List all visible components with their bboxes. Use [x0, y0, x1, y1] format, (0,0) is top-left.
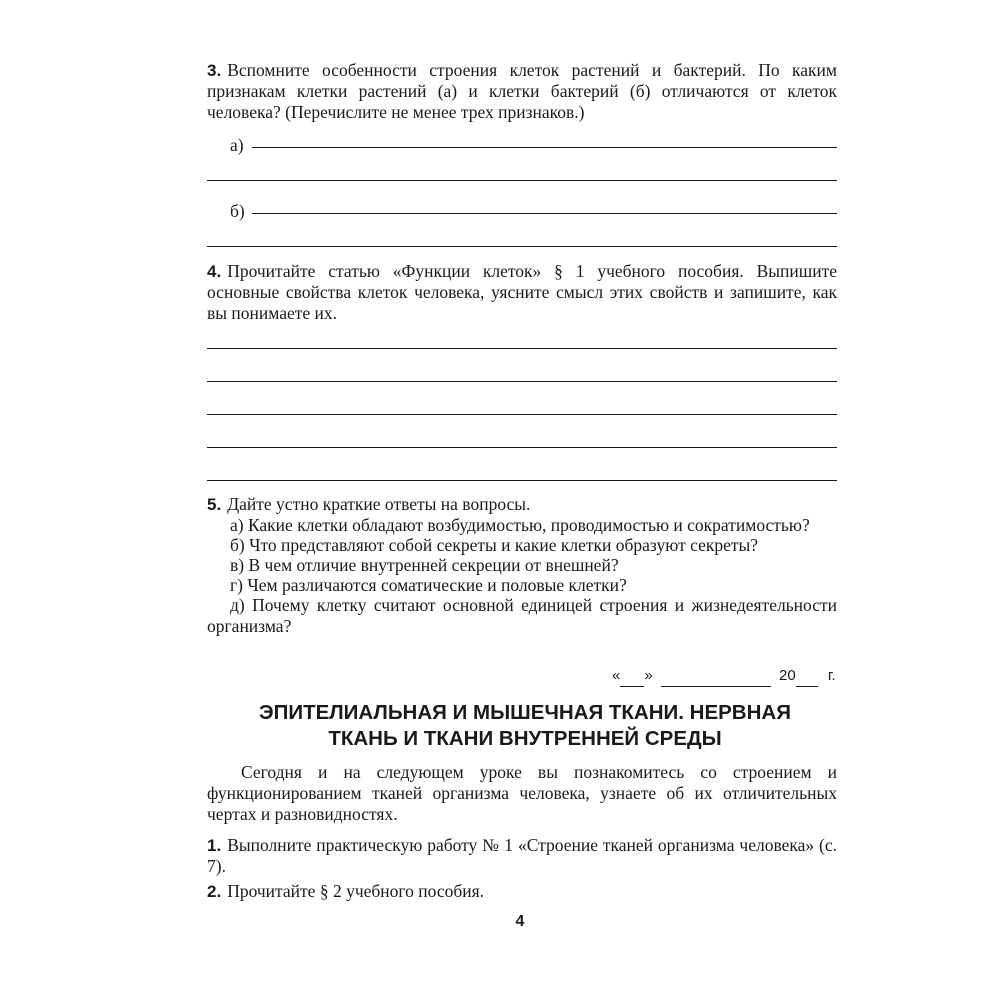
task-4-answer-line-3[interactable] — [207, 414, 837, 415]
task-4-answer-line-4[interactable] — [207, 447, 837, 448]
section-item-2 — [207, 881, 837, 902]
answer-label-a: а) — [230, 135, 244, 155]
answer-line-b2[interactable] — [207, 246, 837, 247]
task-3-text: Вспомните особенности строения клеток растений и бактерий. По каким признакам клетки растений (а) и клетки бактерий (б) отличаются от клеток человека? (Перечислите не менее трех признаков.) — [207, 60, 837, 122]
answer-label-b: б) — [230, 201, 245, 221]
task-4-answer-line-2[interactable] — [207, 381, 837, 382]
task-3-number: 3. — [207, 61, 222, 80]
answer-line-b1[interactable] — [252, 213, 837, 214]
section-title-line-2: ТКАНЬ И ТКАНИ ВНУТРЕННЕЙ СРЕДЫ — [328, 727, 722, 750]
task-3 — [207, 60, 837, 123]
section-title-line-1: ЭПИТЕЛИАЛЬНАЯ И МЫШЕЧНАЯ ТКАНИ. НЕРВНАЯ — [259, 701, 791, 724]
task-4-text: Прочитайте статью «Функции клеток» § 1 учебного пособия. Выпишите основные свойства клеток человека, уясните смысл этих свойств и запишите, как вы понимаете их. — [207, 261, 837, 323]
task-4-answer-line-1[interactable] — [207, 348, 837, 349]
task-5-number: 5. — [207, 495, 222, 514]
section-item-2-number: 2. — [207, 882, 222, 901]
section-item-1-text: Выполните практическую работу № 1 «Строение тканей организма человека» (с. 7). — [207, 835, 837, 876]
task-4-number: 4. — [207, 262, 222, 281]
section-item-1-number: 1. — [207, 836, 222, 855]
task-5 — [207, 494, 837, 515]
section-title — [160, 700, 890, 752]
date-year-blank[interactable] — [796, 666, 818, 687]
task-5-question-d: г) Чем различаются соматические и половые клетки? — [230, 575, 627, 595]
section-item-2-text: Прочитайте § 2 учебного пособия. — [227, 881, 485, 901]
task-5-question-a: а) Какие клетки обладают возбудимостью, проводимостью и сократимостью? — [230, 515, 810, 535]
date-day-blank[interactable] — [620, 666, 644, 687]
date-month-blank[interactable] — [661, 666, 771, 687]
section-intro: Сегодня и на следующем уроке вы познакомитесь со строением и функционированием тканей организма человека, узнаете об их отличительных чертах и разновидностях. — [207, 762, 837, 824]
task-5-question-c: в) В чем отличие внутренней секреции от внешней? — [230, 555, 619, 575]
date-close-quote: » — [644, 667, 653, 684]
answer-line-a2[interactable] — [207, 180, 837, 181]
task-5-text: Дайте устно краткие ответы на вопросы. — [227, 494, 531, 514]
date-open-quote: « — [612, 667, 621, 684]
date-line — [612, 666, 838, 687]
task-4-answer-line-5[interactable] — [207, 480, 837, 481]
task-4 — [207, 261, 837, 324]
date-year-prefix: 20 — [779, 667, 796, 684]
date-suffix: г. — [827, 667, 836, 684]
answer-line-a1[interactable] — [252, 147, 837, 148]
page-number: 4 — [515, 913, 525, 930]
task-5-question-b: б) Что представляют собой секреты и какие клетки образуют секреты? — [230, 535, 759, 555]
task-5-question-e: д) Почему клетку считают основной единицей строения и жизнедеятельности организма? — [207, 595, 837, 636]
section-item-1 — [207, 835, 837, 877]
